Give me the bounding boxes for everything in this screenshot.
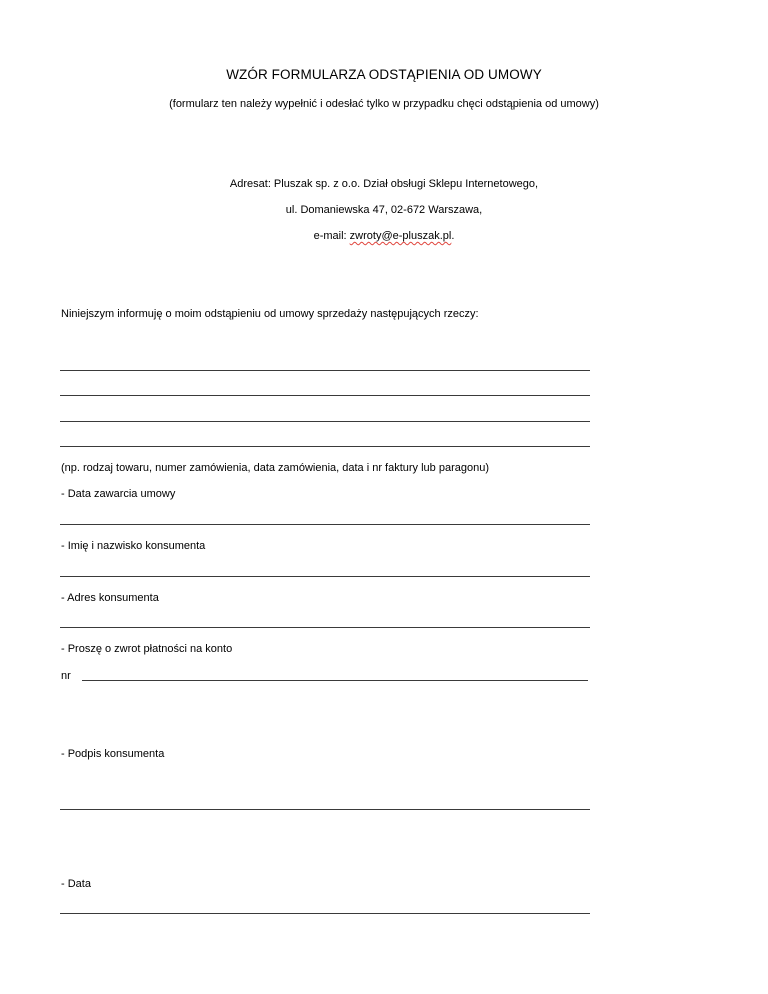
addressee-line-1: Adresat: Pluszak sp. z o.o. Dział obsługi Sklepu Internetowego,: [229, 178, 539, 190]
contract-date-line[interactable]: [60, 524, 590, 525]
account-number-line[interactable]: [82, 680, 588, 681]
consumer-name-label: - Imię i nazwisko konsumenta: [61, 540, 206, 552]
items-line-4[interactable]: [60, 446, 590, 447]
date-label: - Data: [61, 878, 91, 890]
withdrawal-statement: Niniejszym informuję o moim odstąpieniu od umowy sprzedaży następujących rzeczy:: [61, 308, 479, 320]
addressee-email-line: [0, 230, 768, 242]
signature-line[interactable]: [60, 809, 590, 810]
items-line-1[interactable]: [60, 370, 590, 371]
account-number-prefix: nr: [61, 670, 71, 682]
email-link[interactable]: zwroty@e-pluszak.pl: [349, 230, 452, 242]
items-line-2[interactable]: [60, 395, 590, 396]
consumer-address-line[interactable]: [60, 627, 590, 628]
form-title: WZÓR FORMULARZA ODSTĄPIENIA OD UMOWY: [226, 67, 542, 82]
email-prefix: e-mail:: [313, 230, 350, 242]
items-hint: (np. rodzaj towaru, numer zamówienia, data zamówienia, data i nr faktury lub paragonu): [61, 462, 490, 474]
consumer-name-line[interactable]: [60, 576, 590, 577]
signature-label: - Podpis konsumenta: [61, 748, 165, 760]
date-line[interactable]: [60, 913, 590, 914]
contract-date-label: - Data zawarcia umowy: [61, 488, 176, 500]
form-subtitle: (formularz ten należy wypełnić i odesłać tylko w przypadku chęci odstąpienia od umowy): [169, 98, 599, 110]
refund-request-label: - Proszę o zwrot płatności na konto: [61, 643, 233, 655]
consumer-address-label: - Adres konsumenta: [61, 592, 159, 604]
items-line-3[interactable]: [60, 421, 590, 422]
email-suffix: .: [451, 230, 455, 242]
addressee-line-2: ul. Domaniewska 47, 02-672 Warszawa,: [285, 204, 483, 216]
